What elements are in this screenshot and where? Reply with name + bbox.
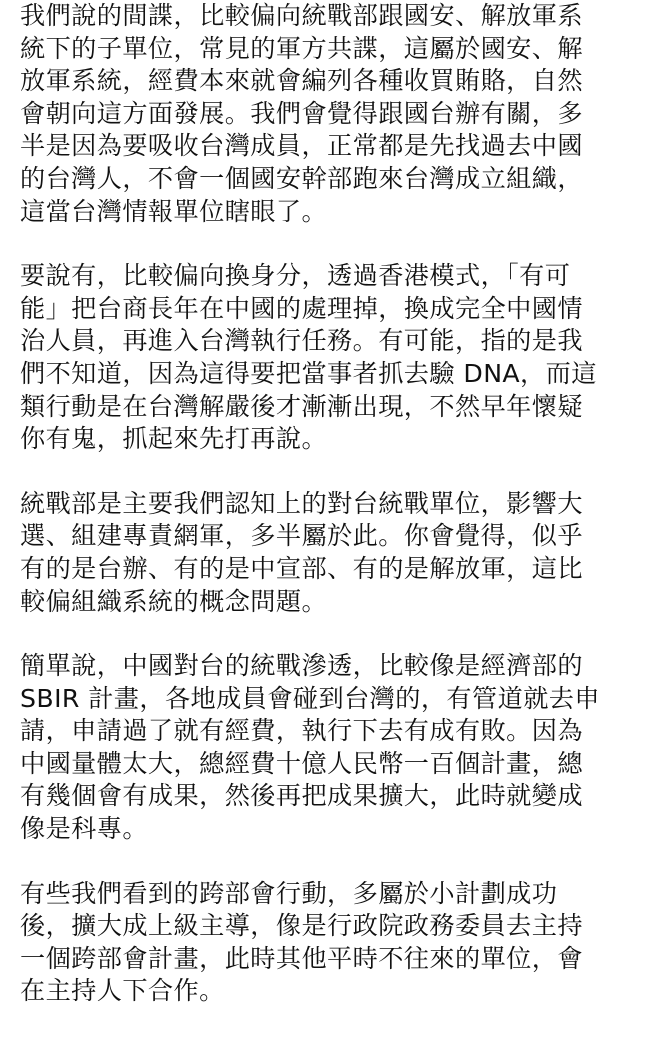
text-line: 半是因為要吸收台灣成員，正常都是先找過去中國 xyxy=(20,131,583,161)
text-line: 有的是台辦、有的是中宣部、有的是解放軍，這比 xyxy=(20,553,583,583)
text-line: 你有鬼，抓起來先打再說。 xyxy=(20,424,328,454)
text-line: 的台灣人，不會一個國安幹部跑來台灣成立組織， xyxy=(20,163,583,193)
text-line: 這當台灣情報單位瞎眼了。 xyxy=(20,196,328,226)
paragraph-1 xyxy=(20,0,660,228)
text-line: 中國量體太大，總經費十億人民幣一百個計畫，總 xyxy=(20,748,583,778)
text-line: 較偏組織系統的概念問題。 xyxy=(20,586,328,616)
text-line: 類行動是在台灣解嚴後才漸漸出現，不然早年懷疑 xyxy=(20,391,583,421)
text-line: 請，申請過了就有經費，執行下去有成有敗。因為 xyxy=(20,716,583,746)
paragraph-2 xyxy=(20,260,660,456)
text-line: 選、組建專責網軍，多半屬於此。你會覺得，似乎 xyxy=(20,521,583,551)
paragraph-5 xyxy=(20,878,660,1008)
paragraph-3 xyxy=(20,488,660,618)
text-line: 要說有，比較偏向換身分，透過香港模式，「有可 xyxy=(20,261,571,291)
text-line: 放軍系統，經費本來就會編列各種收買賄賂，自然 xyxy=(20,66,583,96)
text-line: 簡單說，中國對台的統戰滲透，比較像是經濟部的 xyxy=(20,651,583,681)
text-line: 我們說的間諜，比較偏向統戰部跟國安、解放軍系 xyxy=(20,1,583,30)
text-line: 統下的子單位，常見的軍方共諜，這屬於國安、解 xyxy=(20,33,583,63)
text-line: 會朝向這方面發展。我們會覺得跟國台辦有關，多 xyxy=(20,98,583,128)
text-line: 們不知道，因為這得要把當事者抓去驗 DNA，而這 xyxy=(20,358,597,388)
text-line: 有幾個會有成果，然後再把成果擴大，此時就變成 xyxy=(20,781,583,811)
text-line: SBIR 計畫，各地成員會碰到台灣的，有管道就去申 xyxy=(20,683,600,713)
text-line: 統戰部是主要我們認知上的對台統戰單位，影響大 xyxy=(20,488,583,518)
text-line: 一個跨部會計畫，此時其他平時不往來的單位，會 xyxy=(20,943,583,973)
paragraph-4 xyxy=(20,650,660,846)
text-line: 像是科專。 xyxy=(20,814,148,844)
text-line: 後，擴大成上級主導，像是行政院政務委員去主持 xyxy=(20,911,583,941)
text-line: 治人員，再進入台灣執行任務。有可能，指的是我 xyxy=(20,326,583,356)
text-line: 在主持人下合作。 xyxy=(20,976,225,1006)
text-line: 能」把台商長年在中國的處理掉，換成完全中國情 xyxy=(20,293,583,323)
article-body xyxy=(20,0,660,1040)
text-line: 有些我們看到的跨部會行動，多屬於小計劃成功 xyxy=(20,878,558,908)
